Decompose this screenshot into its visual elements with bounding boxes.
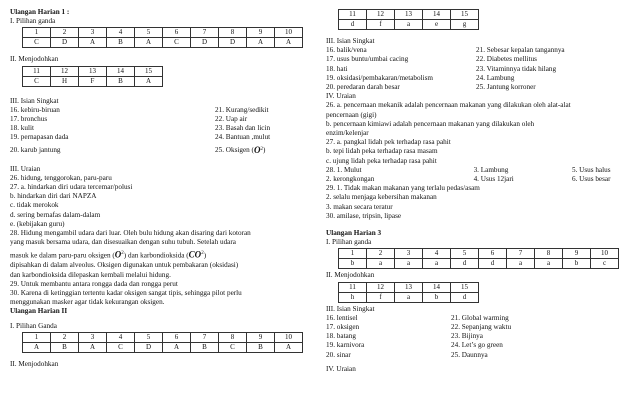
table-number-cell: 14 xyxy=(423,10,451,20)
answer-table-3-11-15 xyxy=(338,282,479,303)
table-answer-cell: a xyxy=(507,259,535,269)
table-answer-cell: A xyxy=(135,38,163,48)
table-number-cell: 13 xyxy=(79,66,107,76)
text-line: 2. selalu menjaga kebersihan makanan xyxy=(326,193,437,202)
table-number-cell: 11 xyxy=(339,10,367,20)
isian-row xyxy=(326,314,631,323)
organ-row xyxy=(326,166,631,175)
isian-left: 18. kulit xyxy=(10,124,34,133)
text-line: 3. makan secara teratur xyxy=(326,202,393,211)
table-answer-cell: a xyxy=(535,259,563,269)
table-answer-cell: a xyxy=(423,259,451,269)
text-line: 27. a. pangkal lidah pek terhadap rasa pahit xyxy=(326,138,451,147)
table-number-cell: 9 xyxy=(563,249,591,259)
text-line: 29. 1. Tidak makan makanan yang terlalu pedas/asam xyxy=(326,184,480,193)
table-answer-cell: b xyxy=(423,292,451,302)
isian-right: 21. Kurang/sedikit xyxy=(215,105,269,114)
isian-list-r xyxy=(326,46,631,92)
isian-left: 17. oksigen xyxy=(326,323,360,332)
organ-item: 3. Lambung xyxy=(473,165,509,174)
text-line: 27. a. hindarkan diri udara tercemar/polusi xyxy=(10,183,133,192)
table-answer-cell: B xyxy=(51,342,79,352)
isian-right: 25. Daunnya xyxy=(451,350,488,359)
left-column xyxy=(10,8,312,369)
uraian-list-r-2 xyxy=(326,184,631,221)
table-answer-cell: c xyxy=(591,259,619,269)
isian-right: 24. Bantuan ,mulut xyxy=(215,133,271,142)
table-number-cell: 6 xyxy=(163,332,191,342)
table-answer-cell: A xyxy=(79,38,107,48)
table-answer-cell: b xyxy=(563,259,591,269)
text-line: enzim/kelenjar xyxy=(326,129,369,138)
text-line: 26. hidung, tenggorokan, paru-paru xyxy=(10,173,112,182)
text-line: 26. a. pencernaan mekanik adalah pencernaan makanan yang dilakukan oleh alat-alat xyxy=(326,101,571,110)
isian-row xyxy=(326,46,631,55)
isian-left: 18. hati xyxy=(326,64,348,73)
table-answer-cell: d xyxy=(339,20,367,30)
isian-row xyxy=(326,74,631,83)
table-answer-cell: B xyxy=(107,38,135,48)
isian-row xyxy=(326,55,631,64)
text-line: dan karbondioksida dilepaskan kembali melalui hidung. xyxy=(10,270,171,279)
table-answer-cell: A xyxy=(247,38,275,48)
table-answer-cell: B xyxy=(247,342,275,352)
table-number-cell: 12 xyxy=(367,10,395,20)
table-answer-cell: d xyxy=(451,259,479,269)
table-number-cell: 5 xyxy=(451,249,479,259)
table-number-cell: 11 xyxy=(23,66,51,76)
isian-left: 17. usus buntu/umbai cacing xyxy=(326,55,409,64)
isian-left: 20. peredaran darah besar xyxy=(326,83,400,92)
table-answer-cell: D xyxy=(51,38,79,48)
table-number-cell: 3 xyxy=(79,332,107,342)
section-menjodohkan-3: II. Menjodohkan xyxy=(326,271,375,280)
table-number-cell: 1 xyxy=(23,332,51,342)
isian-row xyxy=(10,106,312,115)
table-number-cell: 5 xyxy=(135,28,163,38)
table-number-cell: 4 xyxy=(107,28,135,38)
title-ulangan-1: Ulangan Harian 1 : xyxy=(10,8,70,16)
section-isian-singkat-3: III. Isian Singkat xyxy=(326,304,375,313)
table-number-cell: 14 xyxy=(423,282,451,292)
text-line: menggunakan masker agar tidak kekurangan oksigen. xyxy=(10,298,165,307)
isian-right: 23. Bijinya xyxy=(451,332,483,341)
section-menjodohkan: II. Menjodohkan xyxy=(10,55,59,64)
table-answer-cell: C xyxy=(107,342,135,352)
table-answer-cell: D xyxy=(219,38,247,48)
isian-left: 19. oksidasi/pembakaran/metabolism xyxy=(326,73,433,82)
table-number-cell: 1 xyxy=(23,28,51,38)
table-number-cell: 7 xyxy=(191,332,219,342)
organ-list xyxy=(326,166,631,184)
organ-item: 5. Usus halus xyxy=(571,165,611,174)
table-number-cell: 12 xyxy=(51,66,79,76)
table-number-cell: 13 xyxy=(395,10,423,20)
table-answer-cell: A xyxy=(79,342,107,352)
isian-right: 25. Jantung korroner xyxy=(476,83,536,92)
text-line: yang masuk bersama udara, dan disesuaikan dengan suhu tubuh. Setelah udara xyxy=(10,238,236,247)
isian-right: 23. Vitaminnya tidak hilang xyxy=(476,64,557,73)
table-answer-cell: D xyxy=(191,38,219,48)
table-answer-cell: C xyxy=(163,38,191,48)
isian-left: 19. karnivora xyxy=(326,341,365,350)
table-answer-cell: d xyxy=(451,292,479,302)
table-number-cell: 15 xyxy=(135,66,163,76)
table-number-cell: 4 xyxy=(107,332,135,342)
table-number-cell: 15 xyxy=(451,10,479,20)
organ-item: 2. kerongkongan xyxy=(326,175,375,184)
table-answer-cell: H xyxy=(51,76,79,86)
table-number-cell: 8 xyxy=(219,332,247,342)
isian-right: 25. Oksigen ( xyxy=(215,145,254,154)
table-number-cell: 12 xyxy=(367,282,395,292)
table-number-cell: 6 xyxy=(479,249,507,259)
table-answer-cell: A xyxy=(135,76,163,86)
isian-left: 16. balik/vena xyxy=(326,46,367,55)
uraian-list-r xyxy=(326,101,631,165)
section-uraian-3: IV. Uraian xyxy=(326,364,356,373)
section-pilihan-ganda: I. Pilihan ganda xyxy=(10,17,56,26)
text-line: 30. Karena di ketinggian tertentu kadar oksigen sangat tipis, sehingga pilot perlu xyxy=(10,289,242,298)
table-number-cell: 7 xyxy=(191,28,219,38)
isian-row xyxy=(326,83,631,92)
table-number-cell: 8 xyxy=(535,249,563,259)
text-line: b. hindarkan diri dari NAPZA xyxy=(10,192,97,201)
table-number-cell: 5 xyxy=(135,332,163,342)
isian-right: 21. Global warming xyxy=(451,313,509,322)
isian-row xyxy=(326,341,631,350)
uraian-line-oksigen: masuk ke dalam paru-paru oksigen $(O^2)$ dan karbondioksida $(CO^2)$ xyxy=(10,249,207,260)
isian-row xyxy=(326,65,631,74)
title-ulangan-3: Ulangan Harian 3 xyxy=(326,229,382,238)
subscript: 2 xyxy=(260,146,263,152)
table-number-cell: 11 xyxy=(339,282,367,292)
isian-row xyxy=(326,351,631,360)
table-answer-cell: f xyxy=(367,292,395,302)
uraian-list-2 xyxy=(10,261,312,307)
table-number-cell: 14 xyxy=(107,66,135,76)
table-answer-cell: a xyxy=(395,259,423,269)
section-pilihan-ganda-2: I. Pilihan Ganda xyxy=(10,321,57,330)
section-isian-singkat: III. Isian Singkat xyxy=(10,96,59,105)
isian-right: 22. Sepanjang waktu xyxy=(451,323,512,332)
table-answer-cell: C xyxy=(23,38,51,48)
text-line: d. sering bernafas dalam-dalam xyxy=(10,210,101,219)
organ-item: 28. 1. Mulut xyxy=(326,165,362,174)
text-line: b. tepi lidah peka terhadap rasa masam xyxy=(326,147,438,156)
table-number-cell: 6 xyxy=(163,28,191,38)
isian-left: 19. pernapasan dada xyxy=(10,133,69,142)
table-answer-cell: f xyxy=(367,20,395,30)
text-line: b. pencernaan kimiawi adalah pencernaan makanan yang dilakukan oleh xyxy=(326,119,535,128)
answer-table-3-1-10 xyxy=(338,248,619,269)
isian-right: 24. Let’s go green xyxy=(451,341,503,350)
table-number-cell: 10 xyxy=(275,28,303,38)
table-number-cell: 9 xyxy=(247,332,275,342)
isian-left: 18. batang xyxy=(326,332,356,341)
table-answer-cell: d xyxy=(479,259,507,269)
table-number-cell: 3 xyxy=(395,249,423,259)
isian-list-3 xyxy=(326,314,631,360)
isian-right: 22. Uap air xyxy=(215,115,248,124)
uraian-list xyxy=(10,174,312,248)
table-number-cell: 2 xyxy=(51,332,79,342)
isian-row xyxy=(10,143,312,157)
table-answer-cell: g xyxy=(451,20,479,30)
isian-row xyxy=(326,332,631,341)
text-line: pencernaan (gigi) xyxy=(326,110,377,119)
text-line: 29. Untuk membantu antara rongga dada dan rongga perut xyxy=(10,279,178,288)
section-pilihan-ganda-3: I. Pilihan ganda xyxy=(326,238,372,247)
isian-left: 20. karub jantung xyxy=(10,145,61,154)
text-line: 30. amilase, tripsin, lipase xyxy=(326,211,402,220)
section-isian-singkat-r: III. Isian Singkat xyxy=(326,37,375,45)
text-line: 28. Hidung mengambil udara dari luar. Oleh bulu hidung akan disaring dari kotoran xyxy=(10,229,251,238)
table-answer-cell: B xyxy=(107,76,135,86)
table-number-cell: 4 xyxy=(423,249,451,259)
section-menjodohkan-2: II. Menjodohkan xyxy=(10,359,59,368)
text-line: c. tidak merokok xyxy=(10,201,59,210)
table-answer-cell: a xyxy=(395,292,423,302)
title-ulangan-2: Ulangan Harian II xyxy=(10,307,68,316)
isian-left: 20. sinar xyxy=(326,350,351,359)
isian-row xyxy=(10,124,312,133)
table-answer-cell: C xyxy=(219,342,247,352)
answer-table-11-15 xyxy=(22,66,163,87)
table-answer-cell: B xyxy=(191,342,219,352)
table-answer-cell: A xyxy=(163,342,191,352)
section-uraian: III. Uraian xyxy=(10,164,41,173)
isian-right: 21. Sebesar kepalan tangannya xyxy=(476,46,565,55)
table-answer-cell: F xyxy=(79,76,107,86)
table-answer-cell: a xyxy=(395,20,423,30)
table-number-cell: 10 xyxy=(591,249,619,259)
isian-row xyxy=(10,133,312,142)
table-answer-cell: b xyxy=(339,259,367,269)
organ-row xyxy=(326,175,631,184)
organ-item: 6. Usus besar xyxy=(571,175,611,184)
table-answer-cell: A xyxy=(275,342,303,352)
answer-table-1-10 xyxy=(22,27,303,48)
table-number-cell: 10 xyxy=(275,332,303,342)
isian-list xyxy=(10,106,312,157)
isian-right: 22. Diabetes mellitus xyxy=(476,55,537,64)
isian-left: 16. kebiru-biruan xyxy=(10,105,60,114)
table-answer-cell: h xyxy=(339,292,367,302)
table-answer-cell: A xyxy=(275,38,303,48)
table-number-cell: 9 xyxy=(247,28,275,38)
oxygen-symbol: O xyxy=(253,144,261,155)
isian-left: 17. bronchus xyxy=(10,115,48,124)
table-answer-cell: A xyxy=(23,342,51,352)
table-answer-cell: C xyxy=(23,76,51,86)
isian-right: 24. Lambung xyxy=(476,73,515,82)
isian-right: 23. Basah dan licin xyxy=(215,124,271,133)
table-number-cell: 7 xyxy=(507,249,535,259)
table-number-cell: 1 xyxy=(339,249,367,259)
table-answer-cell: e xyxy=(423,20,451,30)
table-number-cell: 3 xyxy=(79,28,107,38)
right-column xyxy=(326,8,631,374)
table-answer-cell: D xyxy=(135,342,163,352)
table-number-cell: 2 xyxy=(367,249,395,259)
isian-left: 16. lentisel xyxy=(326,313,358,322)
table-number-cell: 8 xyxy=(219,28,247,38)
section-uraian-r: IV. Uraian xyxy=(326,92,356,101)
table-number-cell: 15 xyxy=(451,282,479,292)
answer-table-2-1-10 xyxy=(22,332,303,353)
table-answer-cell: a xyxy=(367,259,395,269)
isian-row xyxy=(326,323,631,332)
text-line: c. ujung lidah peka terhadap rasa pahit xyxy=(326,156,437,165)
text-line: dipisahkan di dalam alveolus. Oksigen digunakan untuk pembakaran (oksidasi) xyxy=(10,261,239,270)
table-number-cell: 2 xyxy=(51,28,79,38)
organ-item: 4. Usus 12jari xyxy=(473,175,514,184)
text-line: e. (kebijakan guru) xyxy=(10,219,65,228)
table-number-cell: 13 xyxy=(395,282,423,292)
isian-row xyxy=(10,115,312,124)
answer-table-r-11-15 xyxy=(338,9,479,30)
close-paren: ) xyxy=(262,145,266,154)
